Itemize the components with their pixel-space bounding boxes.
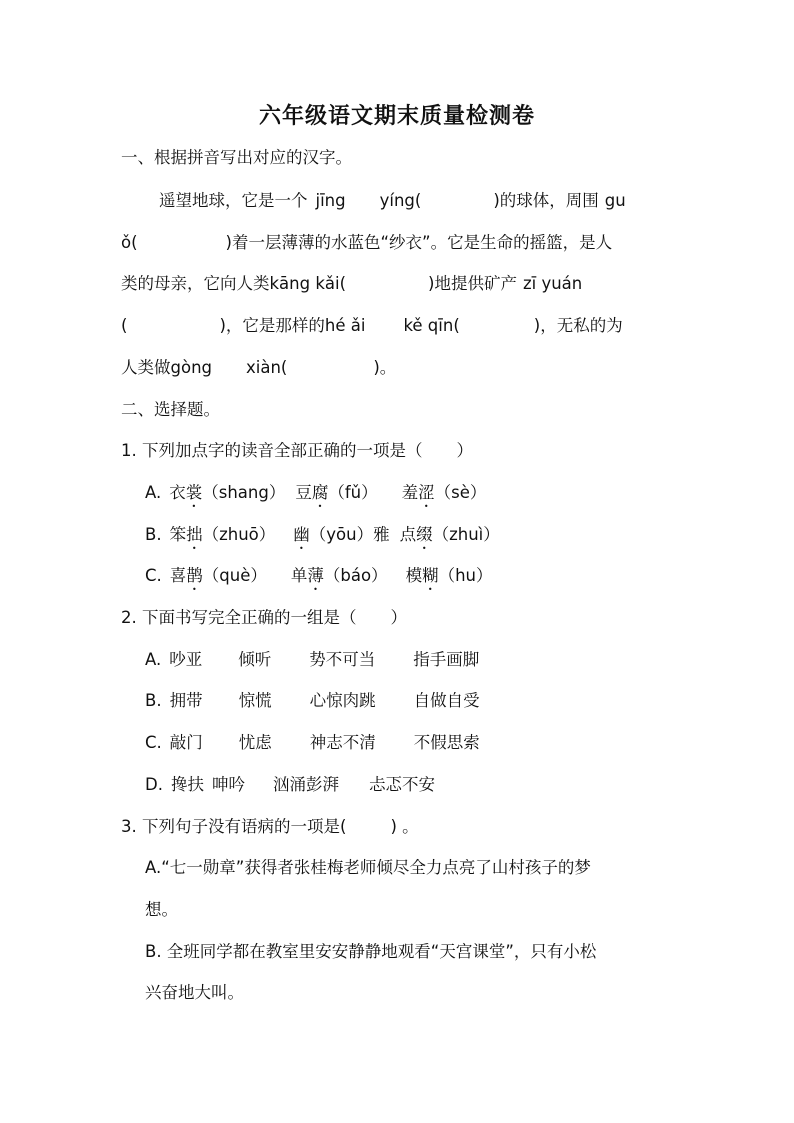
dotted-char: 缀 [416,525,433,544]
option-word: 忧虑 [238,733,272,752]
text: ( [121,316,128,335]
question-text: 1. 下列加点字的读音全部正确的一项是（ [121,441,423,460]
char: 羞 [401,483,419,502]
option-word: 拥带 [169,691,203,710]
char: 模 [405,566,423,585]
text: )地提供矿产 [428,274,517,293]
q3-option-b-line2[interactable]: 兴奋地大叫。 [145,983,244,1002]
text: )。 [373,358,397,377]
q3-option-a-line1[interactable]: A.“七一勋章”获得者张桂梅老师倾尽全力点亮了山村孩子的梦 [145,858,591,877]
q1-option-b[interactable] [145,523,500,553]
option-word: 不假思索 [413,733,480,752]
option-word: 心惊肉跳 [309,691,376,710]
pinyin: （fǔ） [328,483,378,502]
question-text: ) 。 [390,817,419,836]
option-label: D. [145,775,163,794]
option-word: 势不可当 [309,650,376,669]
text: ( [339,274,347,293]
text: )的球体，周围 [493,191,599,210]
option-label: A. [145,483,162,502]
pinyin: （hu） [438,566,493,585]
q3-option-b-line1[interactable]: B. 全班同学都在教室里安安静静地观看“天宫课堂”，只有小松 [145,942,597,961]
q1-option-a[interactable] [145,481,486,511]
pinyin-line-2 [121,231,612,255]
question-text: 2. 下面书写完全正确的一组是（ [121,608,357,627]
text: 人类做 [121,358,171,377]
dotted-char: 幽 [293,525,310,544]
question-text: ） [390,608,407,627]
option-word: 呻吟 [211,775,245,794]
pinyin: gu [604,191,626,210]
pinyin: kě qīn( [403,316,460,335]
char: 衣 [169,483,186,502]
pinyin: gòng [170,358,212,377]
pinyin: hé ǎi [324,316,366,335]
char: 单 [290,566,308,585]
option-word: 自做自受 [413,691,480,710]
pinyin: xiàn( [246,358,288,377]
q2-option-b[interactable] [145,689,480,713]
text: 类的母亲，它向人类 [121,274,270,293]
q3-option-a-line2[interactable]: 想。 [145,900,178,919]
pinyin-line-1 [159,189,626,213]
pinyin-line-5 [121,356,396,380]
option-word: 搀扶 [170,775,204,794]
option-label: B. [145,691,162,710]
section1-heading: 一、根据拼音写出对应的汉字。 [121,148,352,167]
char: 点 [399,525,417,544]
question-text: ） [456,441,473,460]
dotted-char: 涩 [418,483,435,502]
q2-option-a[interactable] [145,648,479,672]
pinyin: jīng [315,191,346,210]
dotted-char: 拙 [186,525,203,544]
dotted-char: 糊 [422,566,439,585]
dotted-char: 腐 [311,483,329,502]
option-word: 指手画脚 [413,650,480,669]
page-title: 六年级语文期末质量检测卷 [258,104,535,129]
q2-option-d[interactable] [145,773,435,797]
pinyin: （què） [202,566,267,585]
question-1-stem [121,439,473,463]
option-word: 汹涌彭湃 [272,775,339,794]
dotted-char: 裳 [185,483,203,502]
section2-heading: 二、选择题。 [121,400,220,419]
question-text: 3. 下列句子没有语病的一项是( [121,817,347,836]
option-word: 忐忑不安 [368,775,435,794]
pinyin: （báo） [323,566,388,585]
pinyin: （zhuì） [432,525,500,544]
pinyin: ǒ( [121,233,138,252]
pinyin: （yōu） [309,525,374,544]
option-word: 敲门 [169,733,203,752]
char: 喜 [169,566,187,585]
question-2-stem [121,606,407,630]
pinyin: zī yuán [522,274,583,293]
option-word: 吵亚 [169,650,203,669]
dotted-char: 薄 [307,566,324,585]
question-3-stem [121,815,419,839]
option-label: A. [145,650,162,669]
pinyin: kāng kǎi [269,274,340,293]
q1-option-c[interactable] [145,564,492,594]
pinyin: （sè） [434,483,487,502]
pinyin: （zhuō） [202,525,276,544]
option-word: 惊慌 [238,691,272,710]
dotted-char: 鹊 [186,566,203,585]
pinyin: （shang） [202,483,286,502]
option-word: 倾听 [238,650,272,669]
text: )着一层薄薄的水蓝色“纱衣”。它是生命的摇篮，是人 [225,233,613,252]
pinyin: yíng( [379,191,422,210]
char: 笨 [169,525,187,544]
char: 雅 [373,525,390,544]
pinyin-line-4 [121,314,623,338]
option-label: C. [145,566,162,585]
q2-option-c[interactable] [145,731,480,755]
option-label: B. [145,525,162,544]
text: )，无私的为 [533,316,623,335]
pinyin-line-3 [121,272,582,296]
text: )，它是那样的 [219,316,325,335]
option-word: 神志不清 [309,733,376,752]
text: 遥望地球，它是一个 [159,191,308,210]
char: 豆 [295,483,312,502]
option-label: C. [145,733,162,752]
